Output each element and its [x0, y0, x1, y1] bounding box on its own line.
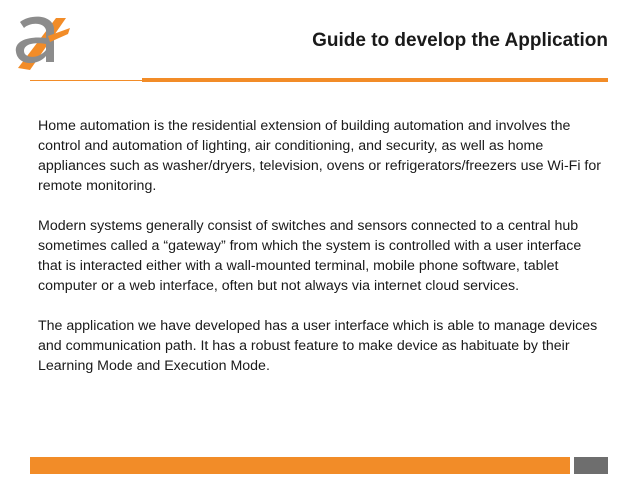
- paragraph-application: The application we have developed has a user interface which is able to manage devices and communication path. It has a robust feature to make device as habituate by their Learning Mode and Execution Mode.: [38, 318, 598, 374]
- footer-box: [574, 457, 608, 474]
- footer-bar: [30, 457, 570, 474]
- company-logo-icon: [8, 8, 78, 78]
- paragraph-home-automation: Home automation is the residential extension of building automation and involves the control and automation of lighting, air conditioning, and security, as well as home appliances such as washer/dryers, television, ovens or refrigerators/freezers use Wi-Fi for remote monitoring.: [38, 118, 601, 194]
- slide-body: [38, 116, 608, 396]
- page-title: Guide to develop the Application: [312, 30, 608, 51]
- paragraph-modern-systems: Modern systems generally consist of switches and sensors connected to a central hub sometimes called a “gateway” from which the system is controlled with a user interface that is interacted either with a wall-mounted terminal, mobile phone software, tablet computer or a web interface, often but not always via internet cloud services.: [38, 218, 582, 294]
- title-divider-thick: [142, 78, 608, 82]
- title-divider-thin: [30, 80, 142, 81]
